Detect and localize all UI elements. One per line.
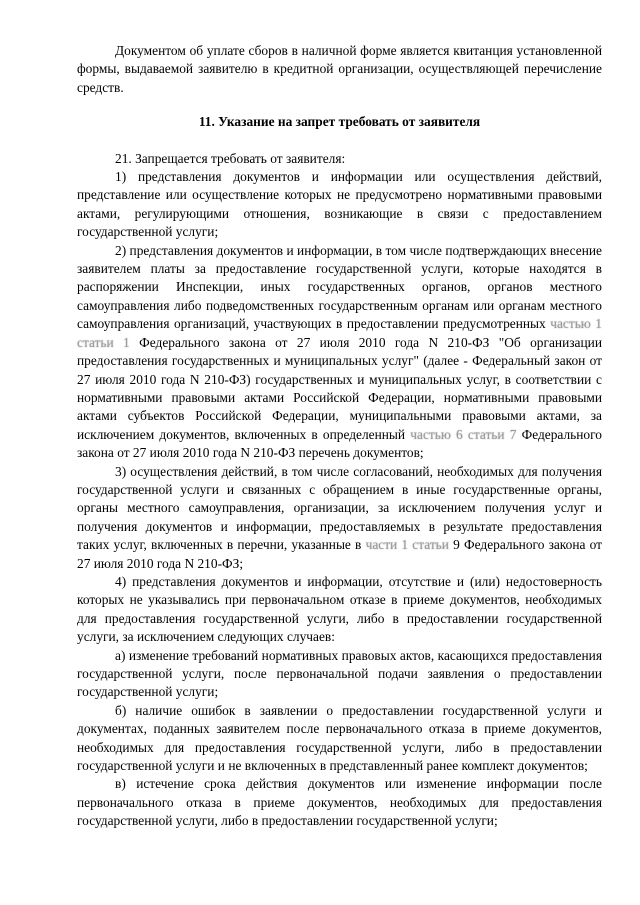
item-4: 4) представления документов и информации, отсутствие и (или) недостоверность которых не указывались при первоначальном отказе в приеме документов, необходимых для предоставления государственной услуги, либо в предоставлении государственной услуги, за исключением следующих случаев: xyxy=(77,573,602,645)
law-reference-link[interactable]: части 1 статьи xyxy=(365,537,449,553)
intro-paragraph: Документом об уплате сборов в наличной форме является квитанция установленной формы, выдаваемой заявителю в кредитной организации, осуществляющей перечисление средств. xyxy=(77,43,602,95)
item-2 xyxy=(77,242,602,463)
document-page xyxy=(77,42,602,831)
subitem-a: а) изменение требований нормативных правовых актов, касающихся предоставления государственной услуги, после первоначальной подачи заявления о предоставлении государственной услуги; xyxy=(77,647,602,700)
section-heading: 11. Указание на запрет требовать от заявителя xyxy=(198,114,481,130)
item-2-text-a: 2) представления документов и информации, в том числе подтверждающих внесение заявителем платы за предоставление государственной услуги, которые находятся в распоряжении Инспекции, иных государственных органов, органов местного самоуправления либо подведомственных государственным органам или органам местного самоуправления организаций, участвующих в предоставлении предусмотренных xyxy=(77,242,602,332)
item-1: 1) представления документов и информации или осуществления действий, представление или осуществление которых не предусмотрено нормативными правовыми актами, регулирующими отношения, возникающие в связи с предоставлением государственной услуги; xyxy=(77,169,602,240)
item-2-text-b: Федерального закона от 27 июля 2010 года N 210-ФЗ "Об организации предоставления государственных и муниципальных услуг" (далее - Федеральный закон от 27 июля 2010 года N 210-ФЗ) государственных и муниципальных услуг, в соответствии с нормативными правовыми актами Российской Федерации, нормативными правовыми актами субъектов Российской Федерации, муниципальными правовыми актами, за исключением документов, включенных в определенный xyxy=(77,334,602,442)
paragraph-21-lead: 21. Запрещается требовать от заявителя: xyxy=(115,150,346,166)
item-2-text-c: Федерального закона от 27 июля 2010 года N 210-ФЗ перечень документов; xyxy=(77,426,602,461)
item-3-text-b: 9 Федерального закона от 27 июля 2010 года N 210-ФЗ; xyxy=(77,537,602,571)
subitem-c: в) истечение срока действия документов или изменение информации после первоначального отказа в приеме документов, необходимых для предоставления государственной услуги, либо в предоставлении государственной услуги; xyxy=(77,776,602,829)
subitem-b: б) наличие ошибок в заявлении о предоставлении государственной услуги и документах, поданных заявителем после первоначального отказа в приеме документов, необходимых для предоставления государственной услуги, либо в предоставлении государственной услуги и не включенных в представленный ранее комплект документов; xyxy=(77,702,602,774)
law-reference-link[interactable]: частью 1 статьи 1 xyxy=(77,316,602,350)
item-3-text-a: 3) осуществления действий, в том числе согласований, необходимых для получения государственной услуги и связанных с обращением в иные государственные органы, органы местного самоуправления, организации, за исключением получения услуг и получения документов и информации, предоставляемых в результате предоставления таких услуг, включенных в перечни, указанные в xyxy=(77,463,602,553)
law-reference-link[interactable]: частью 6 статьи 7 xyxy=(410,426,517,442)
item-3 xyxy=(77,463,602,573)
